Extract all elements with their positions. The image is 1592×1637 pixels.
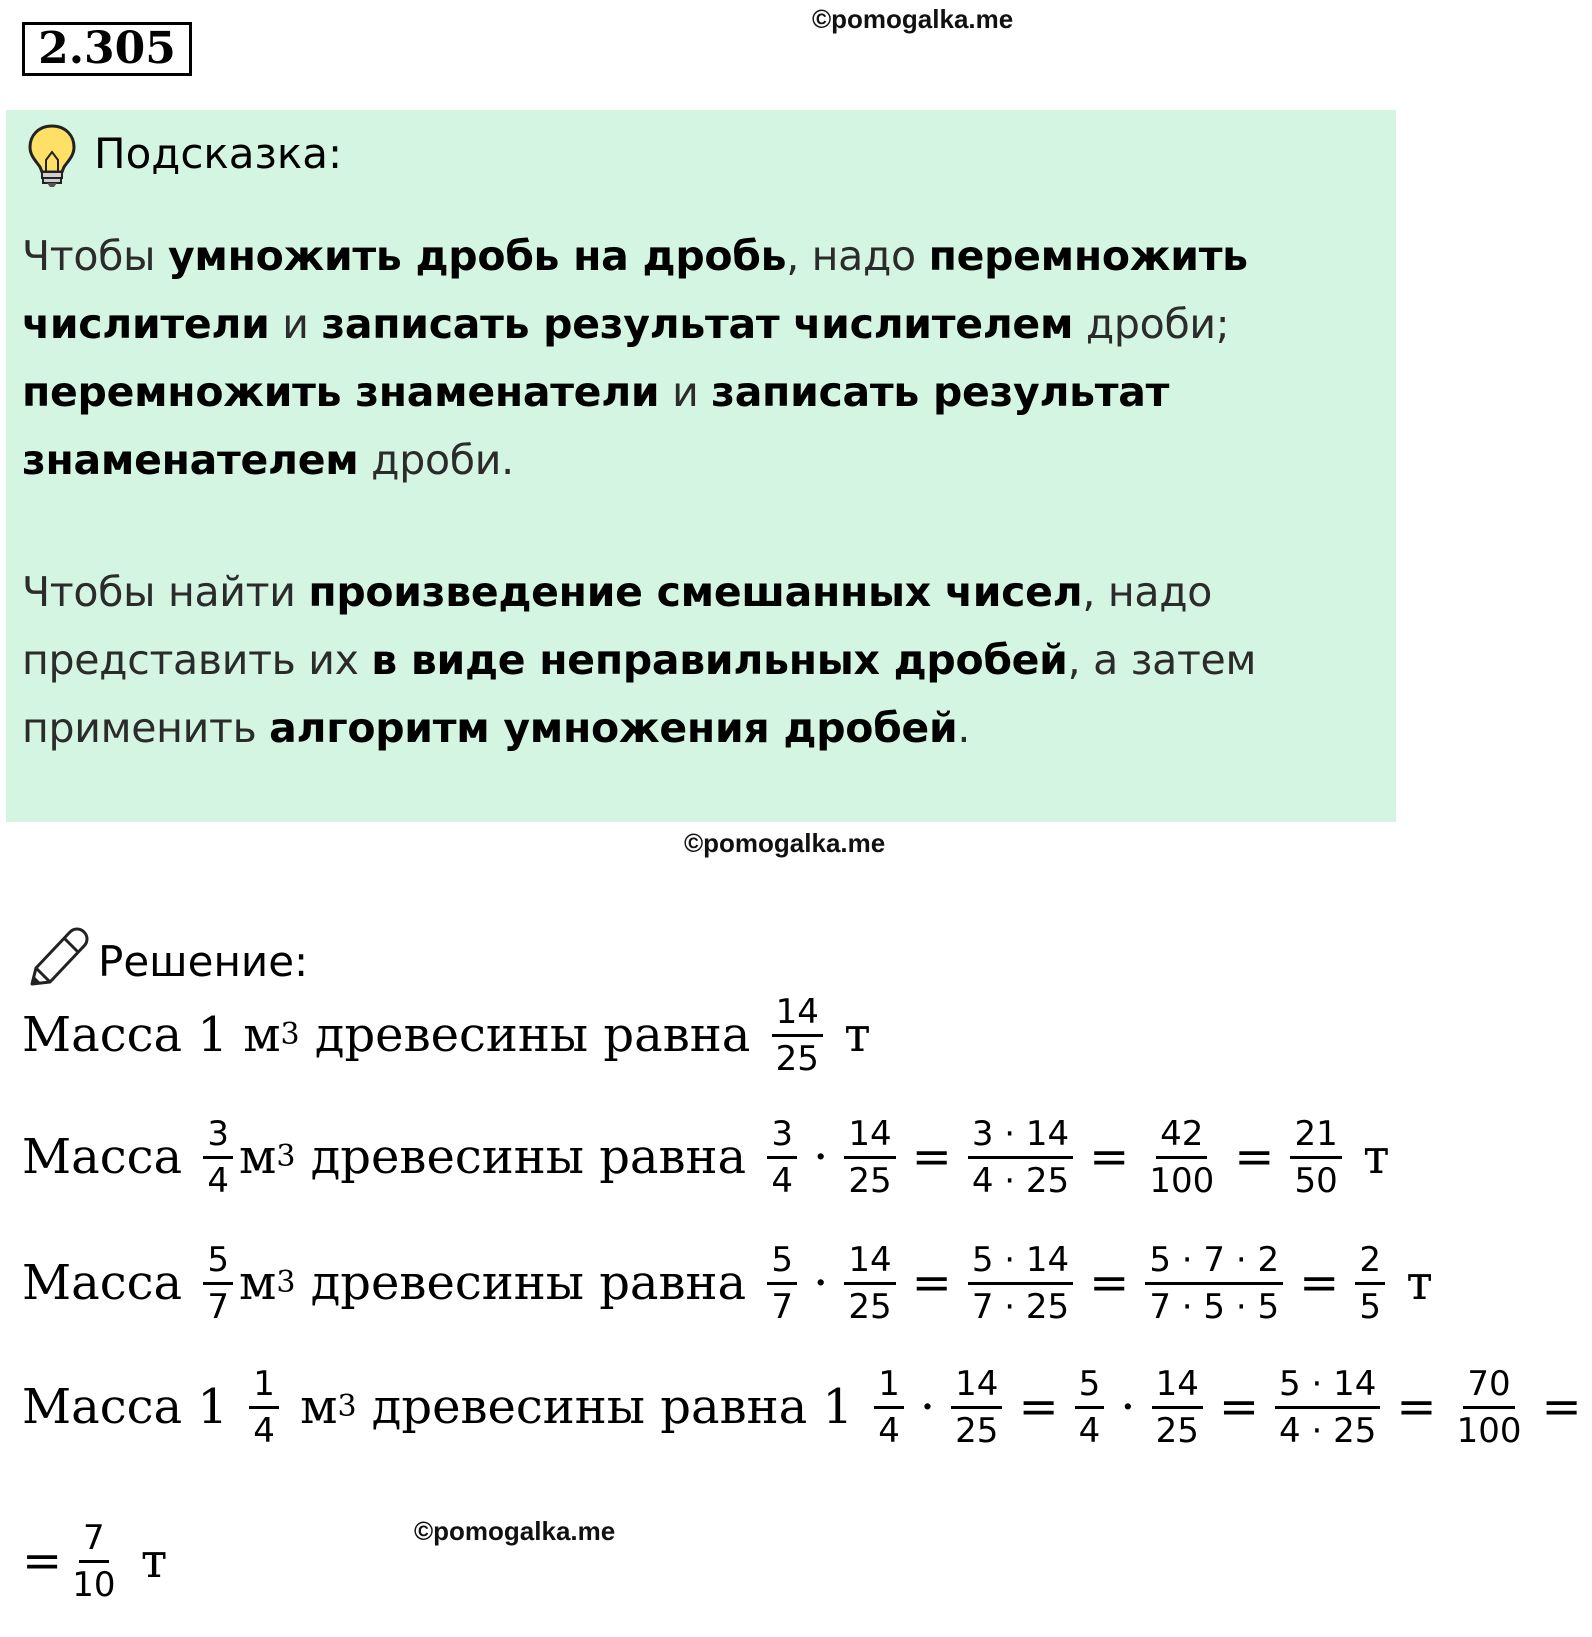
fraction-numerator: 1 [874, 1362, 904, 1409]
hint-text-span: . [957, 704, 971, 752]
math-operator: · [919, 1379, 936, 1435]
hint-text-span: дроби. [358, 436, 514, 484]
fraction-denominator: 100 [1149, 1160, 1215, 1201]
fraction-numerator: 5 [767, 1238, 797, 1285]
fraction-numerator: 5 [1075, 1362, 1105, 1409]
fraction-numerator: 5 · 7 · 2 [1145, 1238, 1283, 1285]
hint-text-span: и [269, 300, 322, 348]
hint-text-span: и [659, 368, 712, 416]
math-operator: = [911, 1129, 952, 1185]
hint-bold-term: записать результат числителем [321, 300, 1074, 348]
fraction-denominator: 4 [1078, 1410, 1101, 1451]
math-operator: = [1234, 1129, 1275, 1185]
math-text: м [239, 1129, 277, 1185]
fraction-numerator: 14 [844, 1112, 895, 1159]
fraction-denominator: 25 [775, 1038, 819, 1079]
hint-text-span: Чтобы [22, 232, 168, 280]
fraction-numerator: 14 [1152, 1362, 1203, 1409]
problem-number: 2.305 [22, 22, 192, 76]
math-fraction [874, 1362, 904, 1453]
solution-title: Решение: [98, 937, 309, 986]
fraction-denominator: 25 [1155, 1410, 1199, 1451]
hint-text-span: , а затем применить [22, 636, 1257, 752]
math-fraction [772, 990, 823, 1081]
fraction-denominator: 4 [878, 1410, 900, 1451]
math-fraction [1453, 1362, 1526, 1453]
math-fraction [68, 1516, 119, 1607]
math-operator: = [1089, 1255, 1130, 1311]
fraction-denominator: 25 [848, 1286, 892, 1327]
fraction-numerator: 1 [249, 1362, 279, 1409]
math-fraction [1145, 1238, 1283, 1329]
math-fraction [203, 1238, 233, 1329]
math-operator: = [1396, 1379, 1437, 1435]
math-fraction [767, 1112, 797, 1203]
hint-paragraph-2 [22, 558, 1362, 762]
fraction-numerator: 14 [772, 990, 823, 1037]
hint-bold-term: алгоритм умножения дробей [269, 704, 958, 752]
math-text: м [239, 1255, 277, 1311]
math-fraction [844, 1238, 895, 1329]
fraction-denominator: 10 [72, 1564, 116, 1605]
math-fraction [767, 1238, 797, 1329]
hint-bold-term: в виде неправильных дробей [371, 636, 1068, 684]
math-text: т [1390, 1255, 1433, 1311]
fraction-denominator: 7 [207, 1286, 230, 1327]
fraction-numerator: 70 [1463, 1362, 1514, 1409]
math-operator: · [813, 1255, 829, 1311]
watermark-middle: ©pomogalka.me [684, 828, 886, 858]
fraction-denominator: 25 [848, 1160, 892, 1201]
hint-title: Подсказка: [94, 129, 343, 178]
fraction-numerator: 5 [203, 1238, 233, 1285]
fraction-numerator: 42 [1156, 1112, 1207, 1159]
math-line-2: Масса $\frac{3}{4}$ м 3 древесины равна $\frac{3}{4}$ · $\frac{14}{25}$ = $\frac{3 \cdot 14}{4 \cdot 25}$ = $\frac{42}{100}$ = $\frac{21}{50}$ т [22, 1113, 1390, 1201]
math-operator: · [1120, 1379, 1136, 1435]
fraction-denominator: 7 · 25 [971, 1286, 1070, 1327]
math-line-5 [22, 1506, 167, 1616]
math-fraction [1075, 1362, 1105, 1453]
fraction-denominator: 4 · 25 [971, 1160, 1070, 1201]
math-text: т [125, 1533, 168, 1589]
math-text: т [1347, 1129, 1390, 1185]
fraction-numerator: 7 [79, 1516, 109, 1563]
hint-bold-term: перемножить числители [22, 232, 1248, 348]
hint-bold-term: умножить дробь на дробь [167, 232, 787, 280]
fraction-denominator: 4 · 25 [1279, 1410, 1377, 1451]
math-operator: · [813, 1129, 829, 1185]
fraction-denominator: 4 [253, 1410, 275, 1451]
math-text: древесины равна 1 [356, 1379, 869, 1435]
math-line-1: Масса 1 м 3 древесины равна $\frac{14}{25}$ т [22, 991, 871, 1079]
fraction-numerator: 5 · 14 [1275, 1362, 1380, 1409]
fraction-denominator: 25 [955, 1410, 999, 1451]
math-fraction [203, 1112, 233, 1203]
fraction-numerator: 14 [844, 1238, 895, 1285]
math-operator: = [1218, 1379, 1260, 1435]
math-operator: = [911, 1255, 952, 1311]
math-text: древесины равна [295, 1255, 762, 1311]
lightbulb-icon [26, 122, 78, 188]
math-text: м [284, 1379, 338, 1435]
math-fraction [1355, 1238, 1385, 1329]
math-line-4: Масса 1 $\frac{1}{4}$ м 3 древесины равна 1 $\frac{1}{4}$ · $\frac{14}{25}$ = $\frac{5}{4}$ · $\frac{14}{25}$ = $\frac{5 \cdot 14}{4 \cdot 25}$ = $\frac{70}{100}$ = [22, 1363, 1582, 1451]
hint-text-span: дроби; [1073, 300, 1230, 348]
fraction-denominator: 4 [207, 1160, 230, 1201]
math-fraction [249, 1362, 279, 1453]
math-line-3: Масса $\frac{5}{7}$ м 3 древесины равна $\frac{5}{7}$ · $\frac{14}{25}$ = $\frac{5 \cdot 14}{7 \cdot 25}$ = $\frac{5 \cdot 7 \cdot 2}{7 \cdot 5 \cdot 5}$ = $\frac{2}{5}$ т [22, 1239, 1433, 1327]
hint-text-span: Чтобы найти [22, 568, 309, 616]
math-fraction [968, 1112, 1073, 1203]
math-fraction [1152, 1362, 1203, 1453]
hint-bold-term: перемножить знаменатели [22, 368, 660, 416]
math-fraction [844, 1112, 895, 1203]
math-fraction [1145, 1112, 1218, 1203]
math-operator: = [1299, 1255, 1340, 1311]
math-operator: = [1541, 1379, 1582, 1435]
math-text: т [828, 1007, 871, 1063]
fraction-denominator: 100 [1456, 1410, 1522, 1451]
fraction-numerator: 3 [203, 1112, 233, 1159]
fraction-numerator: 3 · 14 [968, 1112, 1073, 1159]
fraction-denominator: 50 [1294, 1160, 1338, 1201]
math-text: Масса 1 [22, 1379, 244, 1435]
watermark-bottom: ©pomogalka.me [414, 1516, 616, 1546]
fraction-denominator: 5 [1359, 1286, 1381, 1327]
math-fraction [1275, 1362, 1380, 1453]
hint-bold-term: записать результат знаменателем [22, 368, 1170, 484]
fraction-numerator: 2 [1355, 1238, 1385, 1285]
hint-panel [6, 110, 1396, 822]
fraction-denominator: 4 [771, 1160, 794, 1201]
math-text: = [22, 1533, 63, 1589]
math-text: древесины равна [295, 1129, 762, 1185]
math-text: Масса [22, 1129, 198, 1185]
fraction-numerator: 21 [1290, 1112, 1341, 1159]
hint-text-span: , надо [786, 232, 929, 280]
fraction-denominator: 7 · 5 · 5 [1149, 1286, 1280, 1327]
math-text: древесины равна [299, 1007, 766, 1063]
math-operator: = [1018, 1379, 1059, 1435]
fraction-numerator: 3 [767, 1112, 797, 1159]
math-operator: = [1089, 1129, 1130, 1185]
fraction-numerator: 5 · 14 [968, 1238, 1073, 1285]
hint-text-span: , надо представить их [22, 568, 1213, 684]
math-fraction [951, 1362, 1002, 1453]
hint-paragraph-1 [22, 222, 1362, 494]
watermark-top: ©pomogalka.me [812, 4, 1014, 34]
math-text: Масса [22, 1255, 198, 1311]
fraction-numerator: 14 [951, 1362, 1002, 1409]
hint-bold-term: произведение смешанных чисел [308, 568, 1083, 616]
math-fraction [1290, 1112, 1341, 1203]
fraction-denominator: 7 [771, 1286, 794, 1327]
math-text: Масса 1 м [22, 1007, 281, 1063]
math-fraction [968, 1238, 1073, 1329]
